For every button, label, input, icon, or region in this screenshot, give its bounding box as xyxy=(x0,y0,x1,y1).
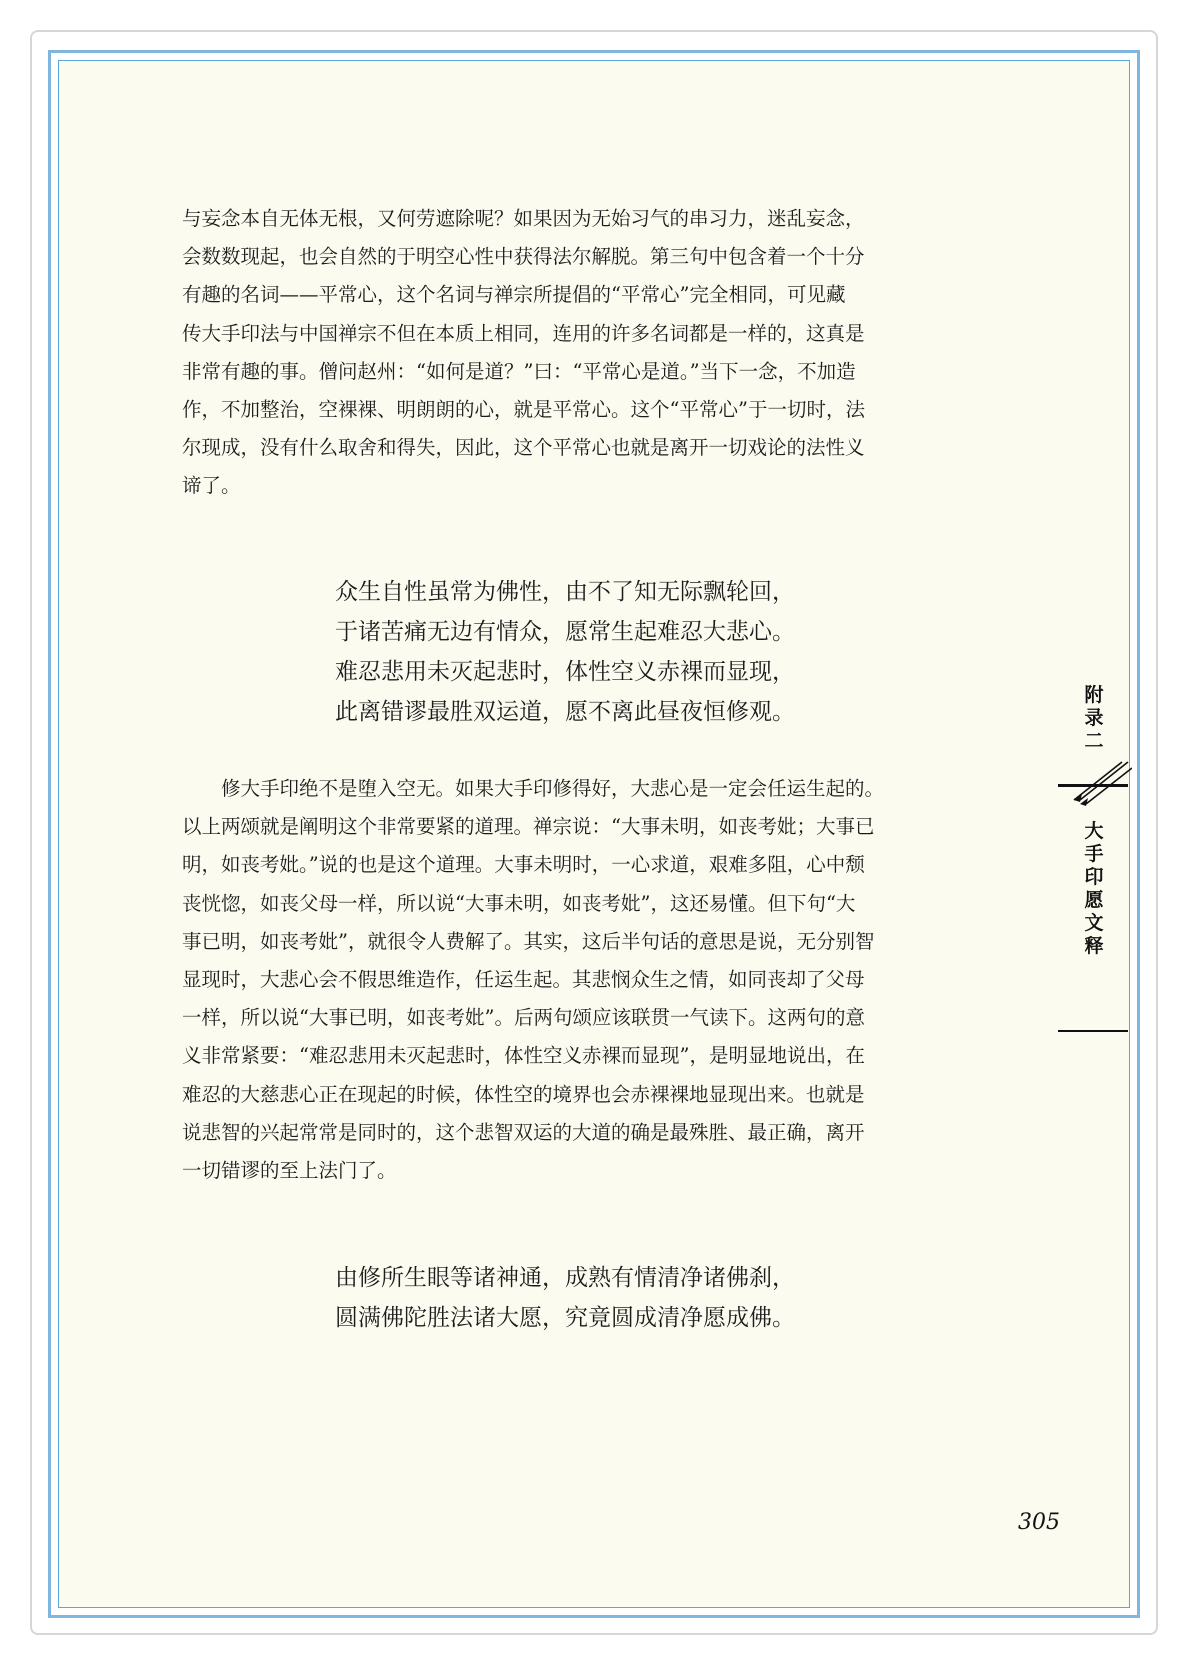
text-line: 非常有趣的事。僧问赵州：“如何是道？”曰：“平常心是道。”当下一念，不加造 xyxy=(182,359,856,383)
side-tab-char: 附 xyxy=(1084,684,1104,706)
text-line: 会数数现起，也会自然的于明空心性中获得法尔解脱。第三句中包含着一个十分 xyxy=(182,245,865,269)
body-paragraph-1 xyxy=(182,200,972,506)
text-line: 义非常紧要：“难忍悲用未灭起悲时，体性空义赤裸而显现”，是明显地说出，在 xyxy=(182,1044,865,1068)
side-tab-char: 愿 xyxy=(1084,889,1104,911)
verse-line: 难忍悲用未灭起悲时，体性空义赤裸而显现， xyxy=(335,659,795,685)
text-line: 事已明，如丧考妣”，就很令人费解了。其实，这后半句话的意思是说，无分别智 xyxy=(182,929,875,953)
text-line: 丧恍惚，如丧父母一样，所以说“大事未明，如丧考妣”，这还易懂。但下句“大 xyxy=(182,891,856,915)
body-paragraph-2 xyxy=(182,770,972,1190)
side-tab-char: 手 xyxy=(1084,843,1104,865)
page-number: 305 xyxy=(1018,1510,1060,1535)
side-tab-char: 文 xyxy=(1084,912,1104,934)
verse-line: 众生自性虽常为佛性，由不了知无际飘轮回， xyxy=(335,579,795,605)
text-line: 说悲智的兴起常常是同时的，这个悲智双运的大道的确是最殊胜、最正确，离开 xyxy=(182,1120,865,1144)
text-line: 尔现成，没有什么取舍和得失，因此，这个平常心也就是离开一切戏论的法性义 xyxy=(182,436,865,460)
text-line: 难忍的大慈悲心正在现起的时候，体性空的境界也会赤裸裸地显现出来。也就是 xyxy=(182,1082,865,1106)
text-line: 作，不加整治，空裸裸、明朗朗的心，就是平常心。这个“平常心”于一切时，法 xyxy=(182,397,865,421)
text-line: 明，如丧考妣。”说的也是这个道理。大事未明时，一心求道，艰难多阻，心中颓 xyxy=(182,853,865,877)
side-tab-char: 二 xyxy=(1084,730,1104,752)
verse-line: 于诸苦痛无边有情众，愿常生起难忍大悲心。 xyxy=(335,619,795,645)
side-tab-char: 录 xyxy=(1084,707,1104,729)
verse-line: 由修所生眼等诸神通，成熟有情清净诸佛刹， xyxy=(335,1265,795,1291)
side-tab-part xyxy=(1072,684,1116,753)
side-tab-title xyxy=(1072,820,1116,958)
text-line: 修大手印绝不是堕入空无。如果大手印修得好，大悲心是一定会任运生起的。 xyxy=(182,777,885,800)
arrows-icon xyxy=(1072,760,1132,810)
side-tab-rule-bottom xyxy=(1058,1030,1128,1032)
text-line: 传大手印法与中国禅宗不但在本质上相同，连用的许多名词都是一样的，这真是 xyxy=(182,321,865,345)
text-line: 以上两颂就是阐明这个非常要紧的道理。禅宗说：“大事未明，如丧考妣；大事已 xyxy=(182,815,875,839)
side-tab-char: 释 xyxy=(1084,935,1104,957)
verse-block-2 xyxy=(335,1258,895,1338)
text-line: 与妄念本自无体无根，又何劳遮除呢？如果因为无始习气的串习力，迷乱妄念， xyxy=(182,207,865,230)
text-line: 有趣的名词——平常心，这个名词与禅宗所提倡的“平常心”完全相同，可见藏 xyxy=(182,283,846,307)
verse-line: 圆满佛陀胜法诸大愿，究竟圆成清净愿成佛。 xyxy=(335,1305,795,1331)
verse-block-1 xyxy=(335,572,895,732)
text-line: 一样，所以说“大事已明，如丧考妣”。后两句颂应该联贯一气读下。这两句的意 xyxy=(182,1006,865,1030)
text-line: 一切错谬的至上法门了。 xyxy=(182,1158,397,1182)
side-tab-char: 印 xyxy=(1084,866,1104,888)
text-line: 显现时，大悲心会不假思维造作，任运生起。其悲悯众生之情，如同丧却了父母 xyxy=(182,967,865,991)
side-tab-char: 大 xyxy=(1084,820,1104,842)
text-line: 谛了。 xyxy=(182,474,241,498)
verse-line: 此离错谬最胜双运道，愿不离此昼夜恒修观。 xyxy=(335,699,795,725)
